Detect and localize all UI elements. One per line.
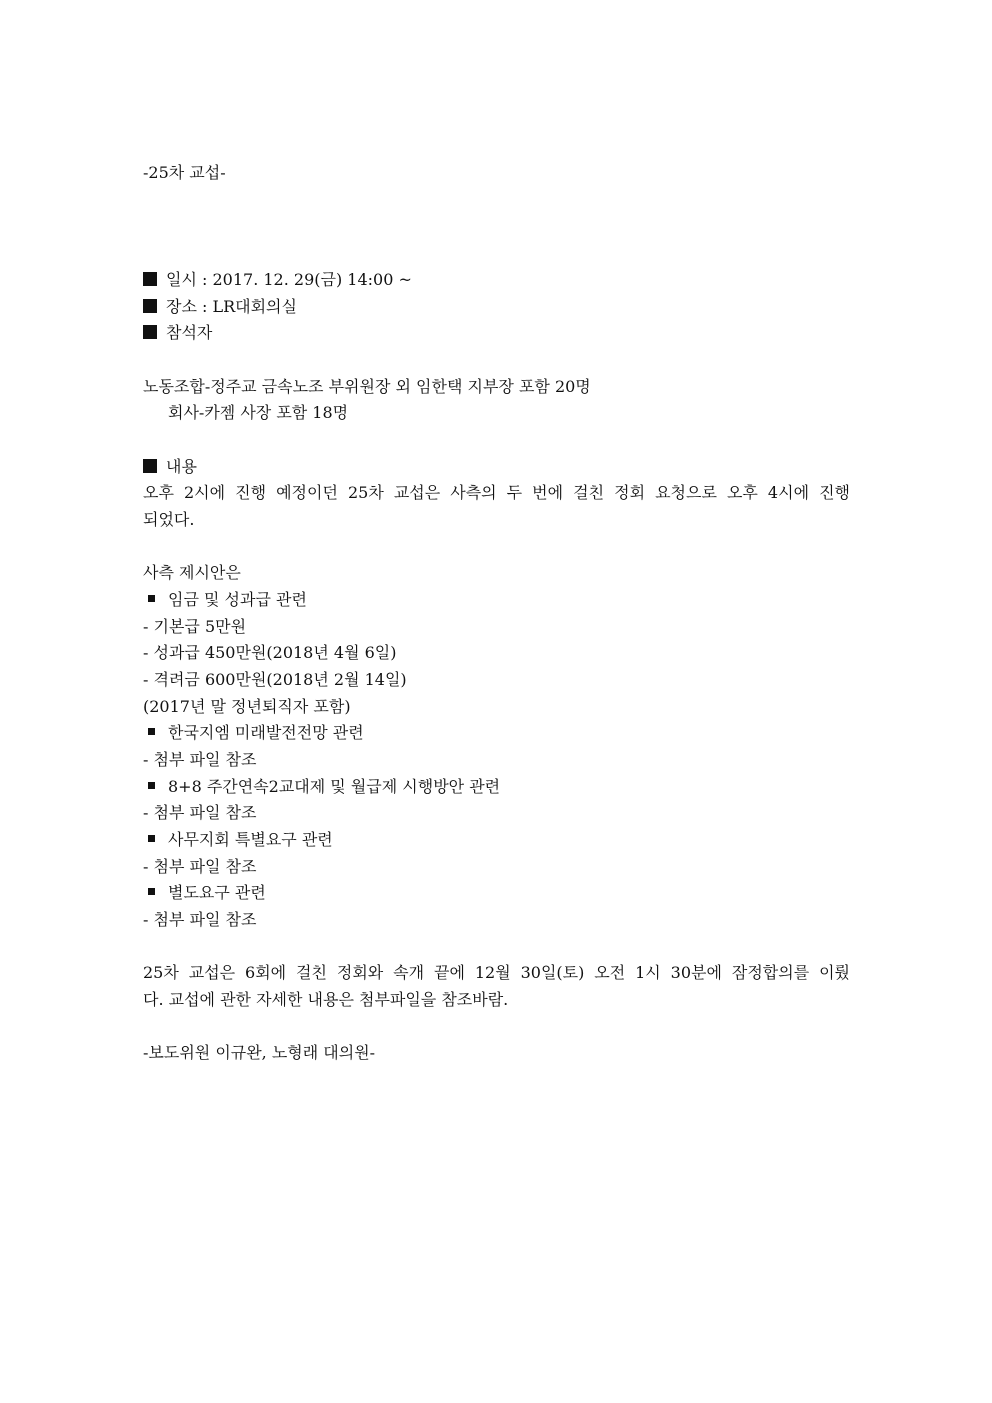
small-square-bullet-icon bbox=[148, 595, 155, 602]
intro-line-1: 오후 2시에 진행 예정이던 25차 교섭은 사측의 두 번에 걸친 정회 요청으로 오후 4시에 진행 bbox=[143, 483, 850, 502]
list-subitem: - 첨부 파일 참조 bbox=[143, 857, 257, 876]
content-heading-text: 내용 bbox=[166, 457, 197, 476]
place-text: 장소 : LR대회의실 bbox=[166, 297, 297, 316]
square-bullet-icon bbox=[143, 272, 157, 286]
intro-line-2: 되었다. bbox=[143, 510, 195, 529]
list-subitem: - 기본급 5만원 bbox=[143, 617, 247, 636]
attendees-company: 회사-카젬 사장 포함 18명 bbox=[168, 403, 349, 422]
result-line-1: 25차 교섭은 6회에 걸친 정회와 속개 끝에 12월 30일(토) 오전 1시 30분에 잠정합의를 이뤘 bbox=[143, 963, 850, 982]
info-attendees-heading bbox=[143, 323, 212, 343]
attendees-union: 노동조합-정주교 금속노조 부위원장 외 임한택 지부장 포함 20명 bbox=[143, 377, 591, 396]
item-label: 사무지회 특별요구 관련 bbox=[168, 830, 333, 849]
info-datetime bbox=[143, 270, 412, 290]
small-square-bullet-icon bbox=[148, 782, 155, 789]
item-label: 한국지엠 미래발전전망 관련 bbox=[168, 723, 364, 742]
list-item-wage bbox=[143, 590, 307, 610]
small-square-bullet-icon bbox=[148, 835, 155, 842]
info-place bbox=[143, 297, 297, 317]
list-item-shift-system bbox=[143, 777, 500, 797]
list-item-separate-demands bbox=[143, 883, 266, 903]
content-heading bbox=[143, 457, 197, 477]
square-bullet-icon bbox=[143, 459, 157, 473]
list-subitem: - 성과급 450만원(2018년 4월 6일) bbox=[143, 643, 397, 662]
item-label: 별도요구 관련 bbox=[168, 883, 266, 902]
result-line-2: 다. 교섭에 관한 자세한 내용은 첨부파일을 참조바람. bbox=[143, 990, 509, 1009]
list-subitem: - 첨부 파일 참조 bbox=[143, 750, 257, 769]
list-subitem: - 첨부 파일 참조 bbox=[143, 803, 257, 822]
proposal-heading: 사측 제시안은 bbox=[143, 563, 241, 582]
small-square-bullet-icon bbox=[148, 728, 155, 735]
byline: -보도위원 이규완, 노형래 대의원- bbox=[143, 1043, 376, 1062]
list-subitem: - 첨부 파일 참조 bbox=[143, 910, 257, 929]
list-subitem: - 격려금 600만원(2018년 2월 14일) bbox=[143, 670, 407, 689]
list-subitem: (2017년 말 정년퇴직자 포함) bbox=[143, 697, 351, 716]
item-label: 임금 및 성과급 관련 bbox=[168, 590, 307, 609]
attendees-heading-text: 참석자 bbox=[166, 323, 213, 342]
square-bullet-icon bbox=[143, 299, 157, 313]
square-bullet-icon bbox=[143, 325, 157, 339]
list-item-future-outlook bbox=[143, 723, 364, 743]
datetime-text: 일시 : 2017. 12. 29(금) 14:00 ~ bbox=[166, 270, 412, 289]
small-square-bullet-icon bbox=[148, 888, 155, 895]
document-title: -25차 교섭- bbox=[143, 163, 226, 182]
list-item-office-demands bbox=[143, 830, 333, 850]
item-label: 8+8 주간연속2교대제 및 월급제 시행방안 관련 bbox=[168, 777, 501, 796]
